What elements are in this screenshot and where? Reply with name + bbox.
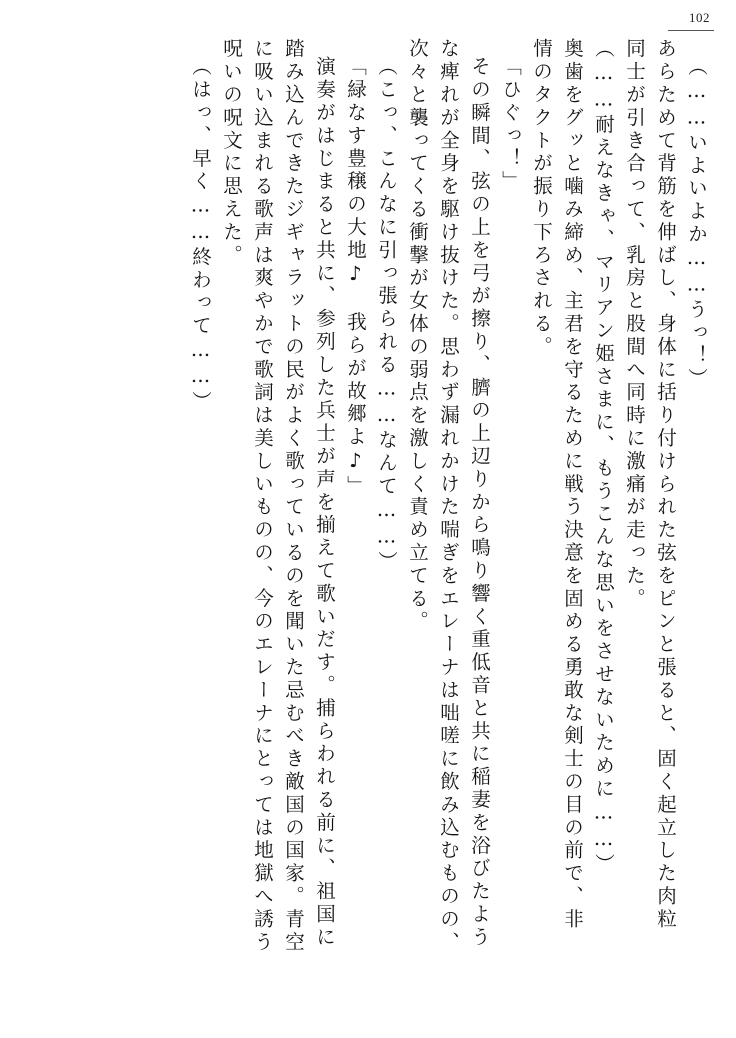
text-line: （はっ、早く……終わって……） (189, 56, 212, 414)
page-number-rule (668, 30, 714, 31)
text-line: 「緑なす豊穣の大地♪ 我らが故郷よ♪」 (344, 56, 367, 499)
text-line: あらためて背筋を伸ばし、身体に括り付けられた弦をピンと張ると、固く起立した肉粒 (654, 38, 677, 932)
text-line: （……耐えなきゃ、マリアン姫さまに、もうこんな思いをさせないために……） (592, 38, 615, 877)
text-line: 呪いの呪文に思えた。 (220, 38, 243, 267)
text-line: 「ひぐっ！」 (499, 56, 522, 194)
text-line: な痺れが全身を駆け抜けた。思わず漏れかけた喘ぎをエレーナは咄嗟に飲み込むものの、 (437, 38, 460, 954)
text-line: に吸い込まれる歌声は爽やかで歌詞は美しいものの、今のエレーナにとっては地獄へ誘う (251, 38, 274, 954)
text-line: （こっ、こんなに引っ張られる……なんて……） (375, 56, 398, 574)
text-line: 情のタクトが振り下ろされる。 (530, 38, 553, 359)
text-line: 次々と襲ってくる衝撃が女体の弱点を激しく責め立てる。 (406, 38, 429, 634)
page-number: 102 (689, 10, 710, 25)
text-line: 同士が引き合って、乳房と股間へ同時に激痛が走った。 (623, 38, 646, 611)
text-line: 奥歯をグッと噛み締め、主君を守るために戦う決意を固める勇敢な剣士の目の前で、非 (561, 38, 584, 932)
text-line: 踏み込んできたジギャラットの民がよく歌っているのを聞いた忌むべき敵国の国家。青空 (282, 38, 305, 954)
text-line: 演奏がはじまると共に、参列した兵士が声を揃えて歌いだす。捕らわれる前に、祖国に (313, 56, 336, 950)
text-line: （……いよいよか……うっ！） (685, 56, 708, 391)
text-line: その瞬間、弦の上を弓が擦り、臍の上辺りから鳴り響く重低音と共に稲妻を浴びたよう (468, 56, 491, 950)
vertical-text-body (48, 38, 706, 1010)
